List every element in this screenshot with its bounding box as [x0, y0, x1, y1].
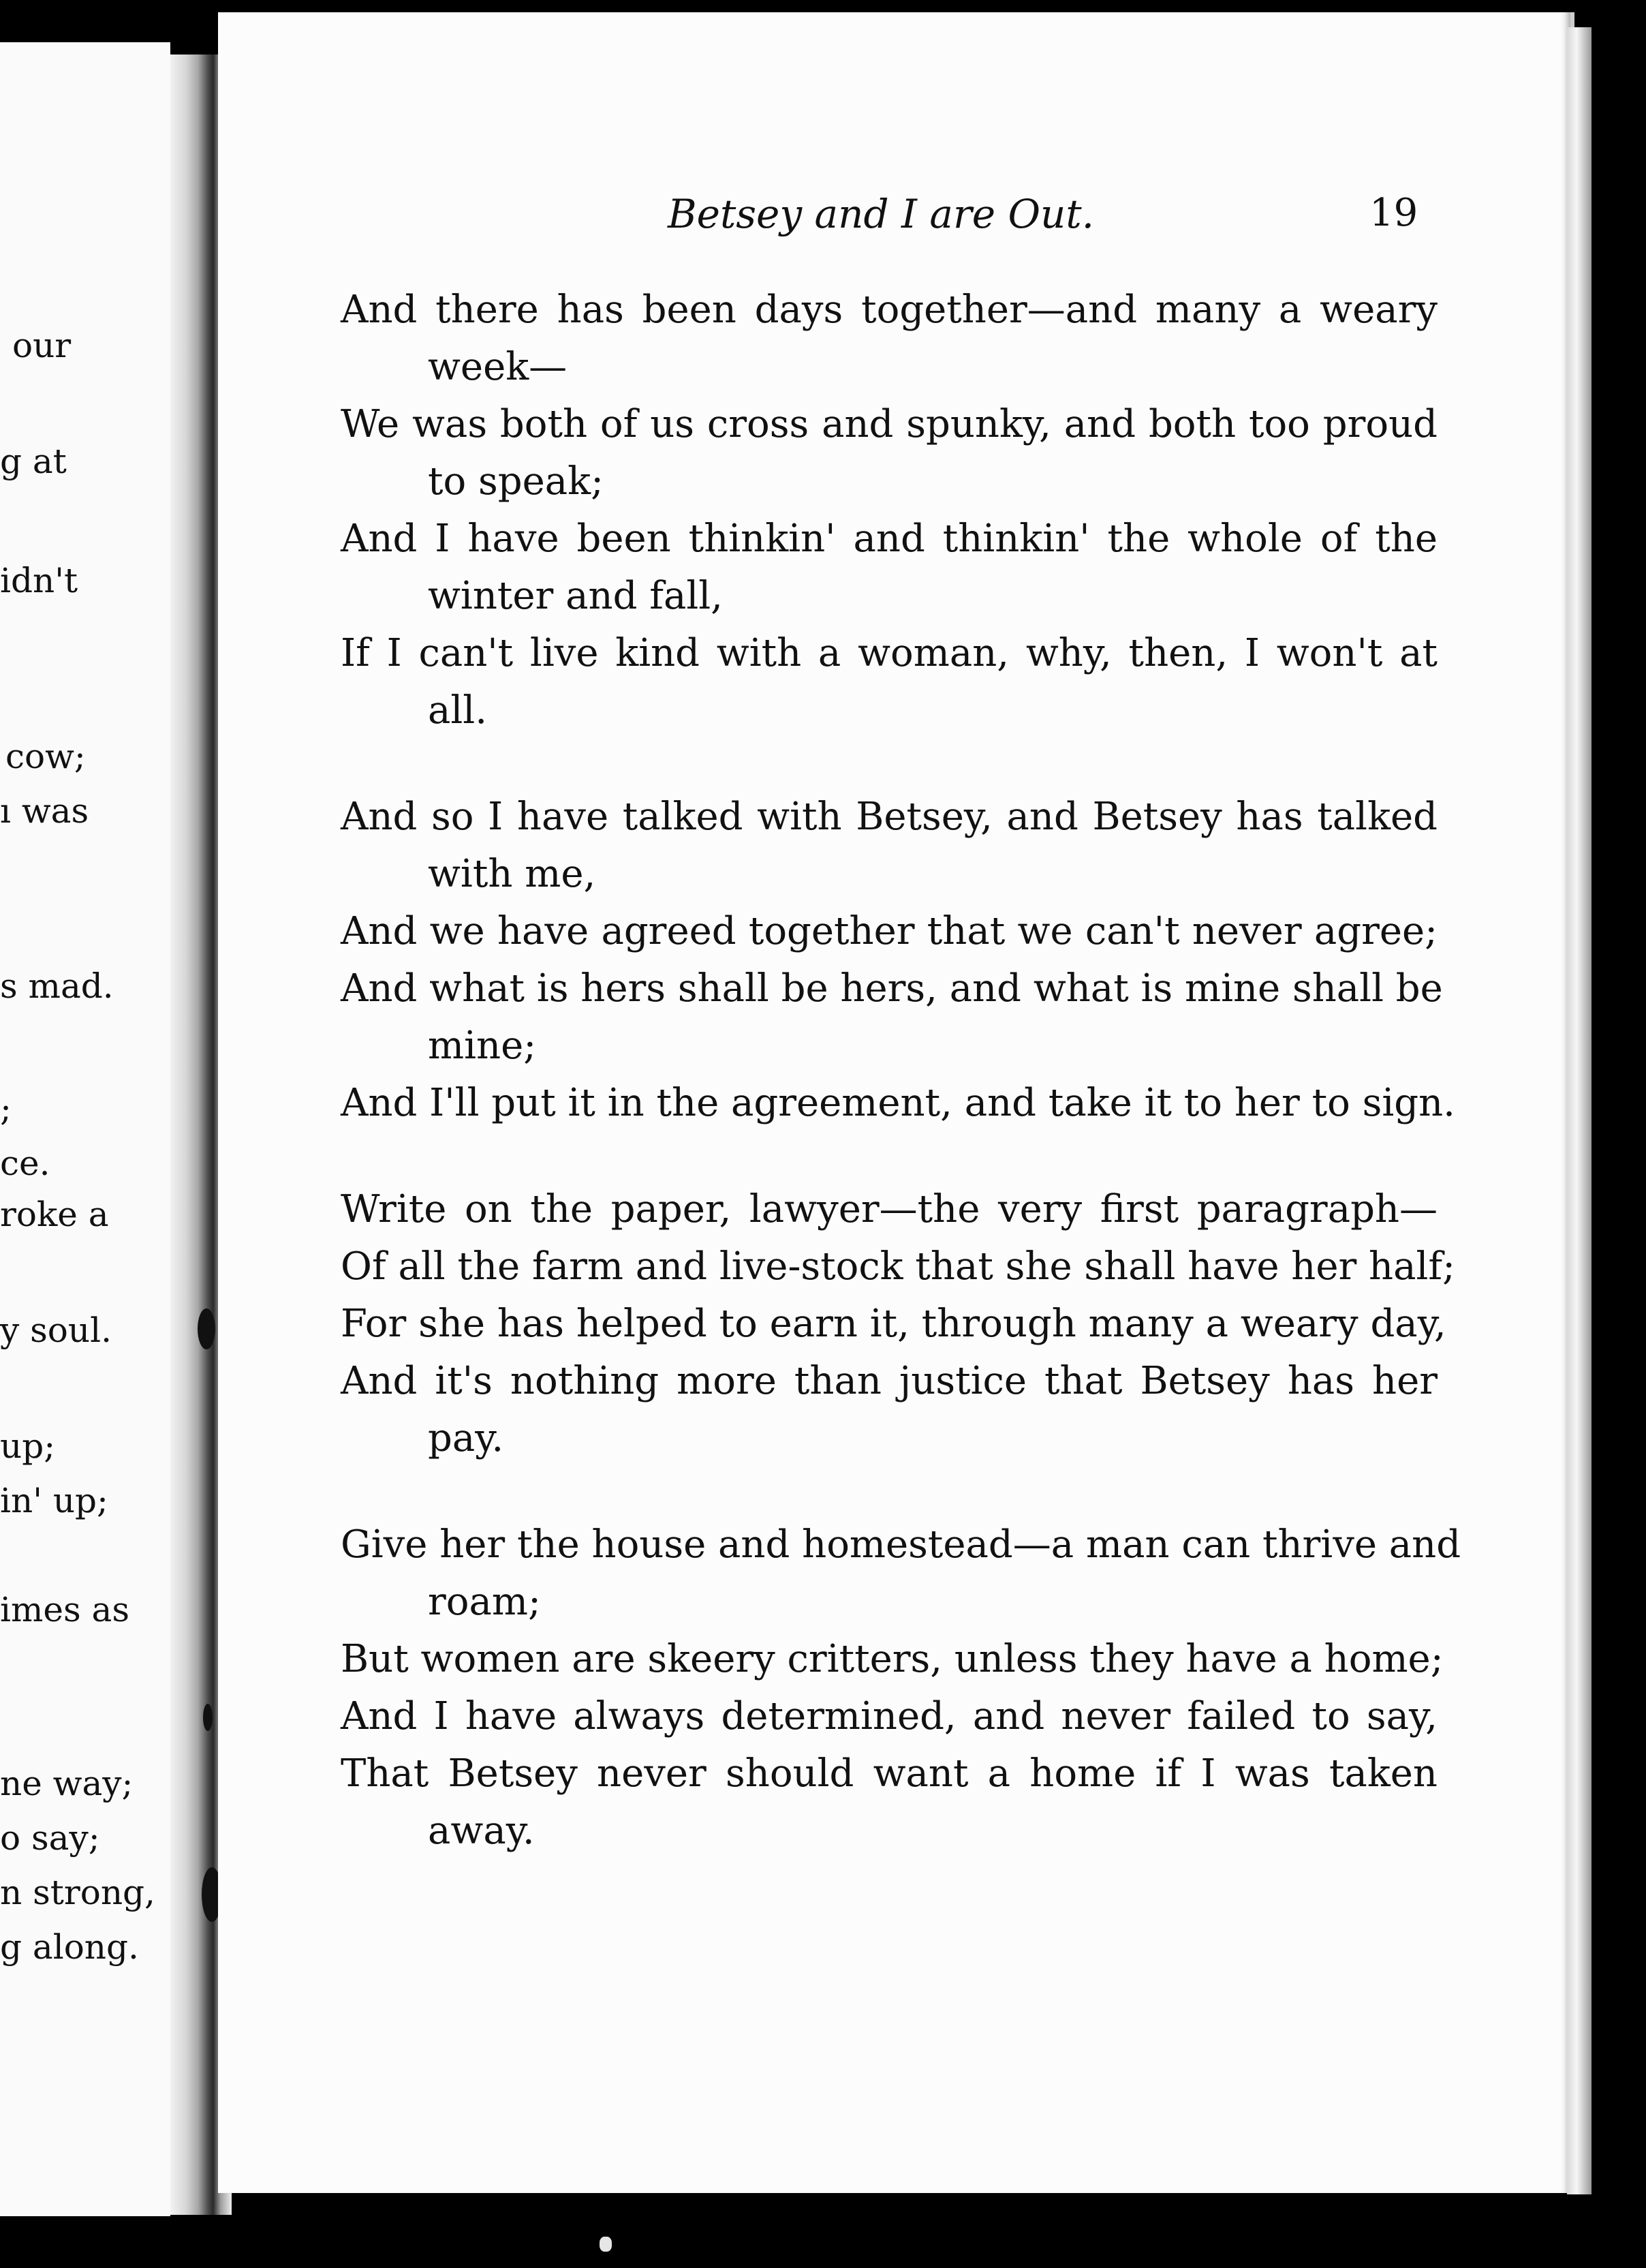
left-page-line: imes as: [0, 1590, 130, 1629]
left-page-line: o say;: [0, 1818, 100, 1858]
poem-line-continuation: with me,: [428, 852, 596, 896]
left-page-line: ;: [0, 1089, 12, 1129]
poem-line-continuation: away.: [428, 1809, 535, 1853]
poem-line-continuation: week—: [428, 345, 568, 389]
left-page-line: roke a: [0, 1195, 109, 1234]
poem-line-continuation: to speak;: [428, 459, 604, 504]
poem-line: Of all the farm and live-stock that she shall have her half;: [341, 1244, 1456, 1289]
stanza-3: [341, 1181, 1567, 1467]
poem-line-continuation: all.: [428, 688, 488, 733]
left-page-line: n strong,: [0, 1873, 155, 1912]
left-page-line: our: [12, 326, 72, 365]
left-page-line: y soul.: [0, 1311, 112, 1350]
poem-line: And I have been thinkin' and thinkin' the whole of the: [341, 517, 1438, 561]
current-page: [218, 12, 1574, 2193]
stanza-1: [341, 281, 1567, 739]
poem-line: But women are skeery critters, unless they have a home;: [341, 1637, 1444, 1681]
left-page-line: g at: [0, 442, 67, 481]
poem-line: And I'll put it in the agreement, and take it to her to sign.: [341, 1081, 1455, 1125]
left-page-line: idn't: [0, 561, 78, 600]
left-page-line: ne way;: [0, 1764, 134, 1803]
poem-line: And what is hers shall be hers, and what is mine shall be: [341, 966, 1443, 1011]
stanza-2: [341, 788, 1567, 1132]
poem-line-continuation: mine;: [428, 1024, 537, 1068]
poem-line-continuation: pay.: [428, 1416, 504, 1460]
stanza-4: [341, 1516, 1567, 1860]
page-edge-shadow: [1567, 27, 1591, 2194]
left-page-line: s mad.: [0, 966, 114, 1006]
poem-body: [341, 281, 1567, 1909]
poem-line: And I have always determined, and never failed to say,: [341, 1694, 1438, 1738]
poem-line: We was both of us cross and spunky, and both too proud: [341, 402, 1438, 446]
left-page-line: in' up;: [0, 1481, 108, 1520]
left-page-line: ce.: [0, 1144, 50, 1183]
page-number: 19: [1369, 191, 1418, 235]
left-page-line: g along.: [0, 1927, 139, 1967]
poem-line-continuation: winter and fall,: [428, 574, 723, 618]
running-head: Betsey and I are Out.: [668, 191, 1095, 237]
scan-speck: [600, 2237, 612, 2252]
gutter-stain: [198, 1308, 215, 1349]
poem-line: And so I have talked with Betsey, and Betsey has talked: [341, 795, 1438, 839]
poem-line: Write on the paper, lawyer—the very first paragraph—: [341, 1187, 1438, 1231]
poem-line-continuation: roam;: [428, 1580, 541, 1624]
poem-line: And we have agreed together that we can't never agree;: [341, 909, 1438, 953]
poem-line: For she has helped to earn it, through many a weary day,: [341, 1302, 1446, 1346]
poem-line: Give her the house and homestead—a man can thrive and: [341, 1522, 1461, 1567]
left-page-line: ı was: [0, 791, 89, 831]
previous-page-fragment: [0, 42, 170, 2216]
poem-line: And it's nothing more than justice that Betsey has her: [341, 1359, 1438, 1403]
poem-line: And there has been days together—and many a weary: [341, 288, 1438, 332]
gutter-stain: [203, 1704, 213, 1731]
poem-line: If I can't live kind with a woman, why, then, I won't at: [341, 631, 1438, 675]
left-page-line: up;: [0, 1426, 56, 1466]
left-page-line: cow;: [5, 737, 86, 776]
poem-line: That Betsey never should want a home if I was taken: [341, 1751, 1438, 1796]
